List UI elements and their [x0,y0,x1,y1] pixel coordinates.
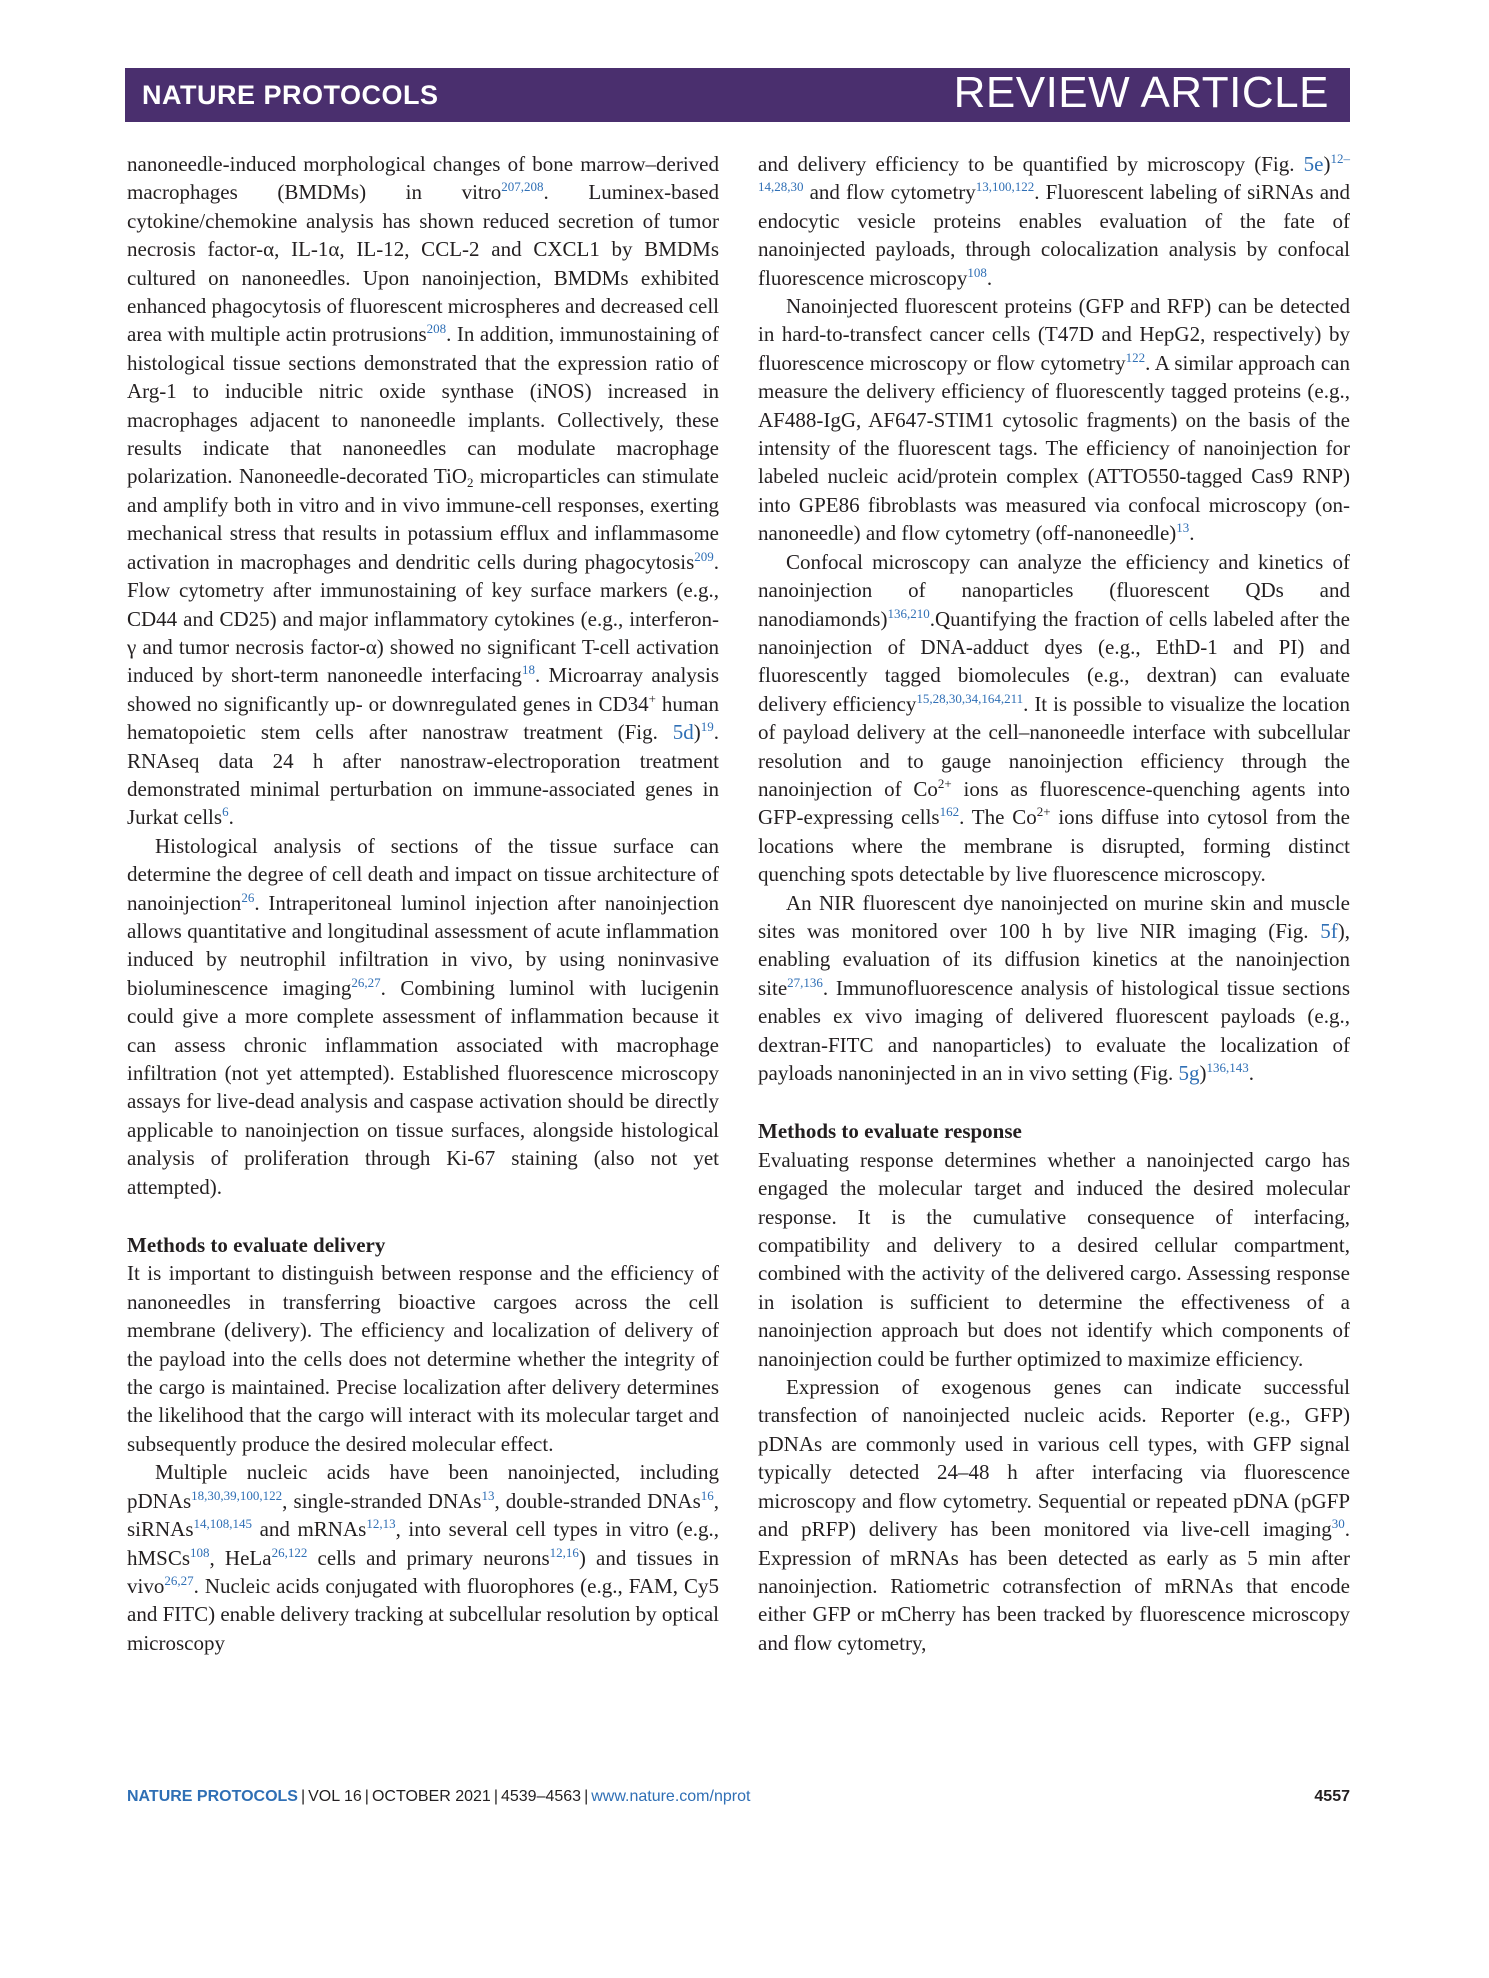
reference-link[interactable]: 12,13 [366,1516,396,1532]
text-run: . A similar approach can measure the delivery efficiency of fluorescently tagged proteins (e.g., AF488-IgG, AF647-STIM1 cytosolic fragments) on the basis of the intensity of the fluorescent tags. The efficiency of nanoinjection for labeled nucleic acid/protein complex (ATTO550-tagged Cas9 RNP) into GPE86 fibroblasts was measured via confocal microscopy (on-nanoneedle) and flow cytometry (off-nanoneedle) [758,350,1350,546]
reference-link[interactable]: 108 [190,1544,210,1560]
reference-link[interactable]: 108 [967,264,987,280]
text-run: Multiple nucleic acids have been nanoinjected, including pDNAs [127,1460,719,1513]
footer-citation: NATURE PROTOCOLS | VOL 16 | OCTOBER 2021 | 4539–4563 | www.nature.com/nprot [127,1788,751,1805]
footer-date: OCTOBER 2021 [371,1788,491,1805]
paragraph [127,150,719,832]
paragraph [127,1458,719,1657]
reference-link[interactable]: 5f [1320,918,1338,943]
paragraph [758,548,1350,889]
text-run: cells and primary neurons [307,1545,550,1570]
subscript: 2 [466,475,474,491]
reference-link[interactable]: 207,208 [501,179,544,195]
text-run: ) and tissues in vivo [127,1545,719,1598]
reference-link[interactable]: 26,122 [271,1544,308,1560]
reference-link[interactable]: 5d [672,720,694,745]
text-run: , HeLa [209,1545,272,1570]
text-run: ions diffuse into cytosol from the locations where the membrane is disrupted, forming distinct quenching spots detectable by live fluorescence microscopy. [758,805,1350,887]
text-run: ), enabling evaluation of its diffusion kinetics at the nanoinjection site [758,918,1350,1000]
footer [127,1788,1350,1812]
text-run: . Fluorescent labeling of siRNAs and endocytic vesicle proteins enables evaluation of the fate of nanoinjected payloads, through colocalization analysis by confocal fluorescence microscopy [758,180,1351,290]
reference-link[interactable]: 18 [521,662,535,678]
text-run: . Combining luminol with lucigenin could give a more complete assessment of inflammation because it can assess chronic inflammation associated with macrophage infiltration (not yet attempted). Established fluorescence microscopy assays for live-dead analysis and caspase activation should be directly applicable to nanoinjection on tissue surfaces, alongside histological analysis of proliferation through Ki-67 staining (also not yet attempted). [127,975,719,1199]
reference-link[interactable]: 122 [1125,349,1146,365]
paragraph [758,1373,1350,1657]
text-run: and mRNAs [252,1517,367,1542]
text-run: . Microarray analysis showed no significantly up- or downregulated genes in CD34 [127,663,719,716]
reference-link[interactable]: 13 [1176,520,1190,536]
text-run: ions as fluorescence-quenching agents into GFP-expressing cells [758,776,1350,830]
text-run: ) [1323,152,1331,176]
reference-link[interactable]: 12,16 [549,1544,579,1560]
text-run: Confocal microscopy can analyze the efficiency and kinetics of nanoinjection of nanoparticles (fluorescent QDs and nanodiamonds) [758,549,1350,631]
text-run: . Intraperitoneal luminol injection after nanoinjection allows quantitative and longitudinal assessment of acute inflammation induced by neutrophil infiltration in vivo, by using noninvasive bioluminescence imaging [127,890,719,1000]
paragraph [758,292,1350,548]
reference-link[interactable]: 15,28,30,34,164,211 [916,690,1024,706]
text-run: ) [693,720,701,745]
section-heading: Methods to evaluate response [758,1119,1022,1144]
reference-link[interactable]: 136,143 [1206,1060,1249,1075]
footer-journal: NATURE PROTOCOLS [127,1788,298,1805]
paragraph [758,1146,1350,1373]
text-run: . [1189,521,1195,546]
reference-link[interactable]: 209 [694,548,714,564]
text-run: . Flow cytometry after immunostaining of key surface markers (e.g., CD44 and CD25) and major inflammatory cytokines (e.g., interferon-γ and tumor necrosis factor-α) showed no significant T-cell activation induced by short-term nanoneedle interfacing [127,549,719,688]
page-number: 4557 [1314,1788,1350,1805]
footer-volume: VOL 16 [308,1788,362,1805]
superscript: 2+ [1036,804,1051,820]
reference-link[interactable]: 14,108,145 [193,1516,253,1532]
footer-url[interactable]: www.nature.com/nprot [591,1788,751,1805]
text-run: , into several cell types in vitro (e.g., hMSCs [127,1517,719,1570]
text-run: . RNAseq data 24 h after nanostraw-electroporation treatment demonstrated minimal perturbation on immune-associated genes in Jurkat cells [127,720,719,830]
text-run: An NIR fluorescent dye nanoinjected on murine skin and muscle sites was monitored over 100 h by live NIR imaging (Fig. [758,890,1350,943]
reference-link[interactable]: 16 [700,1487,714,1503]
article-type: REVIEW ARTICLE [953,68,1329,117]
reference-link[interactable]: 13 [481,1487,495,1503]
superscript: + [648,690,656,706]
paragraph [127,832,719,1201]
journal-name: NATURE PROTOCOLS [142,80,439,110]
reference-link[interactable]: 26,27 [351,974,381,990]
reference-link[interactable]: 136,210 [887,605,930,621]
text-run: . In addition, immunostaining of histological tissue sections demonstrated that the expression ratio of Arg-1 to inducible nitric oxide synthase (iNOS) increased in macrophages adjacent to nanoneedle implants. Collectively, these results indicate that nanoneedles can modulate macrophage polarization. Nanoneedle-decorated TiO [127,322,719,489]
text-run: . Luminex-based cytokine/chemokine analysis has shown reduced secretion of tumor necrosis factor-α, IL-1α, IL-12, CCL-2 and CXCL1 by BMDMs cultured on nanoneedles. Upon nanoinjection, BMDMs exhibited enhanced phagocytosis of fluorescent microspheres and decreased cell area with multiple actin protrusions [127,180,719,347]
reference-link[interactable]: 5e [1303,152,1324,176]
text-run: , double-stranded DNAs [494,1488,701,1513]
reference-link[interactable]: 19 [700,719,714,735]
text-run: . [986,265,993,290]
text-run: Histological analysis of sections of the tissue surface can determine the degree of cell death and impact on tissue architecture of nanoinjection [127,833,719,915]
reference-link[interactable]: 208 [426,321,447,337]
left-column [127,150,719,1657]
text-run: Nanoinjected fluorescent proteins (GFP and RFP) can be detected in hard-to-transfect cancer cells (T47D and HepG2, respectively) by fluorescence microscopy or flow cytometry [758,294,1350,375]
text-run: , siRNAs [127,1488,719,1542]
reference-link[interactable]: 162 [939,804,960,820]
reference-link[interactable]: 6 [222,804,229,820]
text-run: and flow cytometry [803,180,976,205]
text-run: .Quantifying the fraction of cells labeled after the nanoinjection of DNA-adduct dyes (e.g., EthD-1 and PI) and fluorescently tagged biomolecules (e.g., dextran) can evaluate delivery efficiency [758,606,1350,716]
text-run: Evaluating response determines whether a nanoinjected cargo has engaged the molecular target and induced the desired molecular response. It is the cumulative consequence of interfacing, compatibility and delivery to a desired cellular compartment, combined with the activity of the delivered cargo. Assessing response in isolation is sufficient to determine the effectiveness of a nanoinjection approach but does not identify which components of nanoinjection could be further optimized to maximize efficiency. [758,1147,1350,1371]
text-run: . Expression of mRNAs has been detected as early as 5 min after nanoinjection. Ratiometric cotransfection of mRNAs that encode either GFP or mCherry has been tracked by fluorescence microscopy and flow cytometry, [758,1517,1350,1655]
reference-link[interactable]: 12–14,28,30 [758,151,1350,195]
paragraph [758,889,1350,1088]
text-run: , single-stranded DNAs [282,1488,482,1513]
reference-link[interactable]: 5g [1178,1061,1200,1085]
text-run: nanoneedle-induced morphological changes of bone marrow–derived macrophages (BMDMs) in vitro [127,152,719,205]
reference-link[interactable]: 27,136 [787,974,823,990]
text-run: microparticles can stimulate and amplify both in vitro and in vivo immune-cell responses, exerting mechanical stress that results in potassium efflux and inflammasome activation in macrophages and dendritic cells during phagocytosis [127,464,719,574]
reference-link[interactable]: 18,30,39,100,122 [191,1487,283,1503]
text-run: . It is possible to visualize the location of payload delivery at the cell–nanoneedle interface with subcellular resolution and to gauge nanoinjection efficiency through the nanoinjection of Co [758,691,1350,801]
reference-link[interactable]: 30 [1331,1516,1345,1532]
superscript: 2+ [937,775,952,791]
text-run: . Nucleic acids conjugated with fluorophores (e.g., FAM, Cy5 and FITC) enable delivery tracking at subcellular resolution by optical microscopy [127,1573,719,1655]
right-column [758,150,1350,1657]
text-run: ) [1199,1061,1207,1085]
text-run: It is important to distinguish between response and the efficiency of nanoneedles in transferring bioactive cargoes across the cell membrane (delivery). The efficiency and localization of delivery of the payload into the cells does not determine whether the integrity of the cargo is maintained. Precise localization after delivery determines the likelihood that the cargo will interact with its molecular target and subsequently produce the desired molecular effect. [127,1261,719,1456]
text-run: . The Co [959,805,1037,830]
text-run: human hematopoietic stem cells after nanostraw treatment (Fig. [127,691,719,745]
section-heading: Methods to evaluate delivery [127,1233,386,1258]
text-run: and delivery efficiency to be quantified by microscopy (Fig. [758,152,1304,176]
paragraph [127,1259,719,1458]
paragraph [758,150,1350,292]
text-run: . Immunofluorescence analysis of histological tissue sections enables ex vivo imaging of delivered fluorescent payloads (e.g., dextran-FITC and nanoparticles) to evaluate the localization of payloads nanoninjected in an in vivo setting (Fig. [758,975,1350,1085]
reference-link[interactable]: 26,27 [164,1572,194,1588]
footer-pages: 4539–4563 [500,1788,582,1805]
text-run: . [228,805,234,830]
reference-link[interactable]: 26 [241,889,255,905]
reference-link[interactable]: 13,100,122 [975,179,1035,195]
text-run: Expression of exogenous genes can indicate successful transfection of nanoinjected nucleic acids. Reporter (e.g., GFP) pDNAs are commonly used in various cell types, with GFP signal typically detected 24–48 h after interfacing via fluorescence microscopy and flow cytometry. Sequential or repeated pDNA (pGFP and pRFP) delivery has been monitored via live-cell imaging [758,1375,1350,1542]
text-run: . [1248,1061,1255,1085]
